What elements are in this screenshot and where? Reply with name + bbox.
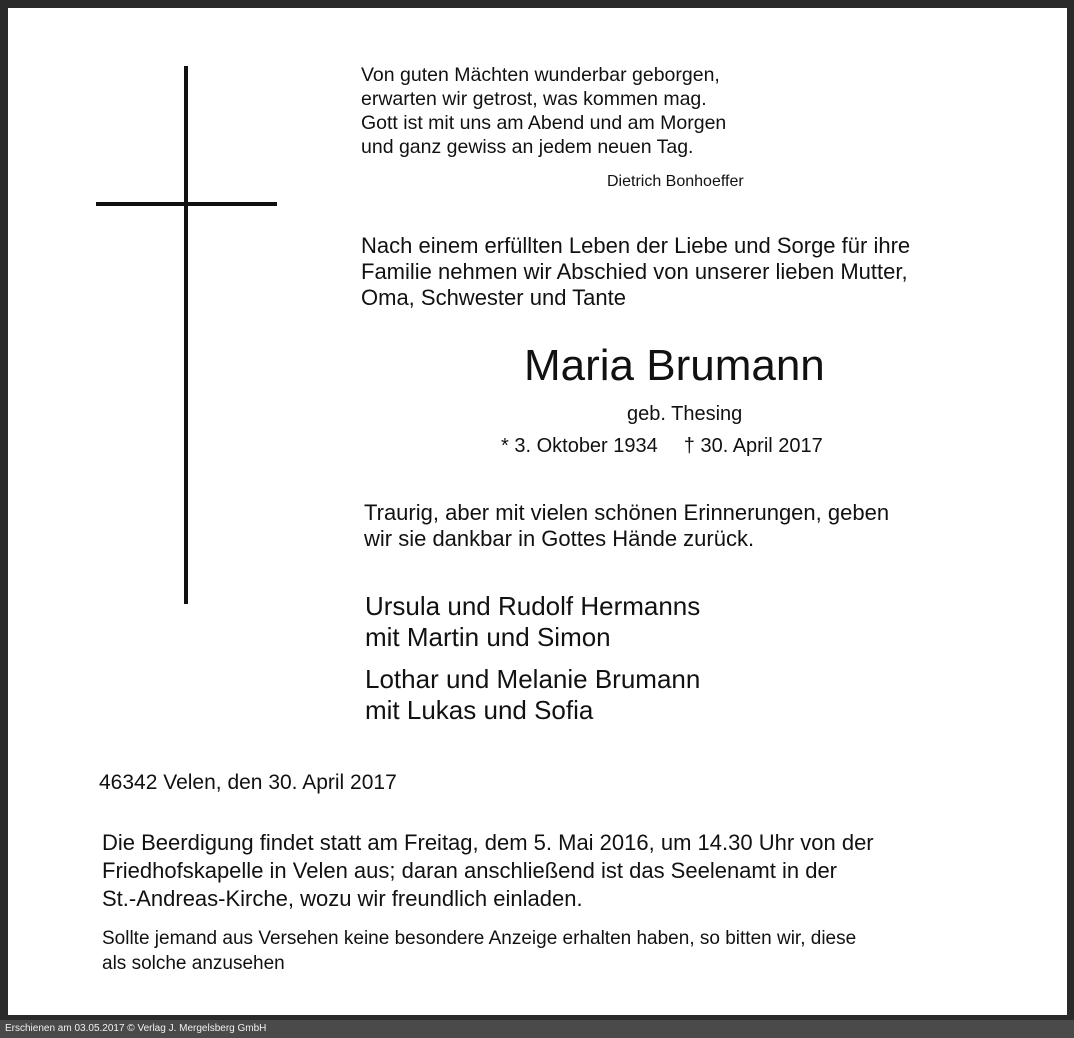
cross-icon-horizontal-bar <box>96 202 277 206</box>
deceased-name: Maria Brumann <box>524 341 825 390</box>
intro-line: Oma, Schwester und Tante <box>361 285 626 310</box>
mourner-children: mit Lukas und Sofia <box>365 695 594 725</box>
note-line: als solche anzusehen <box>102 953 285 974</box>
intro-line: Familie nehmen wir Abschied von unserer lieben Mutter, <box>361 259 908 284</box>
funeral-line: St.-Andreas-Kirche, wozu wir freundlich einladen. <box>102 886 583 911</box>
cross-icon-vertical-bar <box>184 66 188 604</box>
poem-line: Von guten Mächten wunderbar geborgen, <box>361 64 720 86</box>
notice-note <box>102 926 856 976</box>
mourner-names: Ursula und Rudolf Hermanns <box>365 591 701 621</box>
funeral-line: Friedhofskapelle in Velen aus; daran anschließend ist das Seelenamt in der <box>102 858 838 883</box>
birth-date: * 3. Oktober 1934 <box>501 435 658 457</box>
intro-text <box>361 233 910 311</box>
farewell-text <box>364 500 889 552</box>
poem-verse <box>361 63 726 159</box>
life-dates <box>501 433 823 459</box>
poem-line: und ganz gewiss an jedem neuen Tag. <box>361 136 694 158</box>
place-and-date: 46342 Velen, den 30. April 2017 <box>99 771 397 794</box>
publication-footer: Erschienen am 03.05.2017 © Verlag J. Mergelsberg GmbH <box>0 1020 1074 1038</box>
funeral-line: Die Beerdigung findet statt am Freitag, dem 5. Mai 2016, um 14.30 Uhr von der <box>102 830 874 855</box>
note-line: Sollte jemand aus Versehen keine besondere Anzeige erhalten haben, so bitten wir, diese <box>102 928 857 949</box>
mourner-family <box>365 664 700 726</box>
poem-line: Gott ist mit uns am Abend und am Morgen <box>361 112 727 134</box>
poem-line: erwarten wir getrost, was kommen mag. <box>361 88 707 110</box>
farewell-line: Traurig, aber mit vielen schönen Erinnerungen, geben <box>364 500 890 525</box>
maiden-name: geb. Thesing <box>627 403 743 425</box>
intro-line: Nach einem erfüllten Leben der Liebe und Sorge für ihre <box>361 233 911 258</box>
poem-author: Dietrich Bonhoeffer <box>607 173 744 190</box>
funeral-details <box>102 829 874 913</box>
farewell-line: wir sie dankbar in Gottes Hände zurück. <box>364 526 755 551</box>
mourner-children: mit Martin und Simon <box>365 622 611 652</box>
mourner-names: Lothar und Melanie Brumann <box>365 664 701 694</box>
death-date: † 30. April 2017 <box>683 435 823 457</box>
mourner-family <box>365 591 700 653</box>
